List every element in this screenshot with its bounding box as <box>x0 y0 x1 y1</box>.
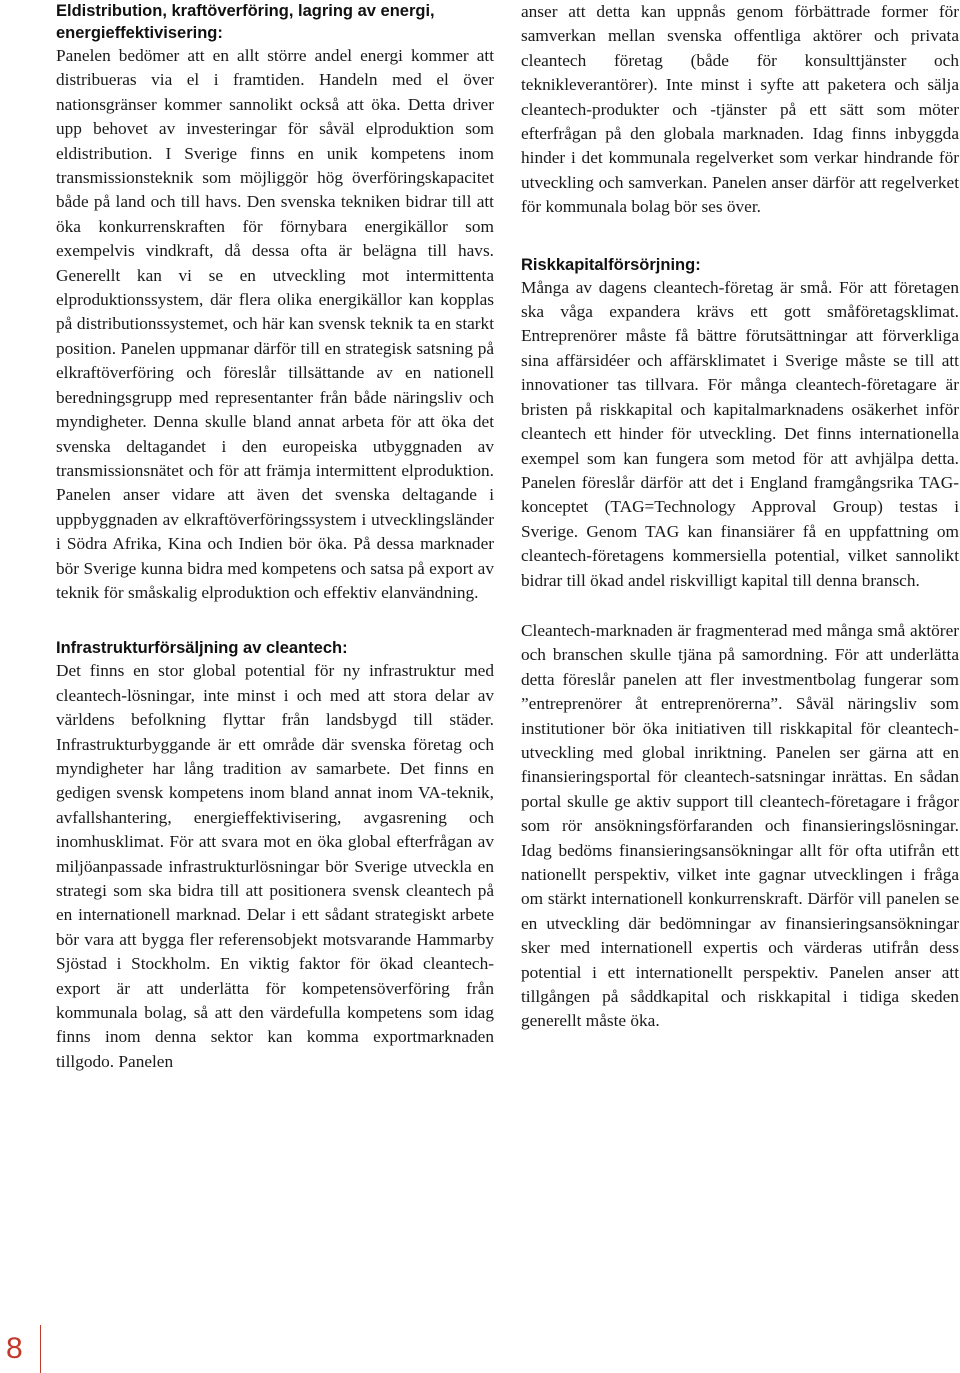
section-heading-infrastruktur: Infrastrukturförsäljning av cleantech: <box>56 639 348 658</box>
left-column <box>56 0 494 1074</box>
paragraph-eldistribution: Panelen bedömer att en allt större andel energi kommer att distribueras via el i framtiden. Handeln med el över nationsgränser kommer sannolikt också att öka. Detta driver upp behovet av investeringar för såväl elproduktion som eldistribution. I Sverige finns en unik kompetens inom transmissionsteknik som möjliggör hög överföringskapacitet både på land och till havs. Den svenska tekniken bidrar till att öka konkurrenskraften för förnybara energikällor som exempelvis vindkraft, då dessa ofta är belägna till havs. Generellt kan vi se en utveckling mot intermittenta elproduktionssystem, där flera olika energikällor kan kopplas på distributionssystemet, och här kan svensk teknik ta en starkt position. Panelen uppmanar därför till en strategisk satsning på elkraftöverföring och föreslår tillsättande av en nationell beredningsgrupp med representanter från både näringsliv och myndigheter. Denna skulle bland annat arbeta för att öka det svenska deltagandet i den europeiska utbyggnaden av transmissionsnätet och för att främja intermittent elproduktion. Panelen anser vidare att även det svenska deltagande i uppbyggnaden av elkraftöverföringssystem i utvecklingsländer i Södra Afrika, Kina och Indien bör öka. På dessa marknader bör Sverige kunna bidra med kompetens och satsa på export av teknik för småskalig elproduktion och effektiv elanvändning. <box>56 46 494 602</box>
section-heading-eldistribution: Eldistribution, kraftöverföring, lagring av energi, energieffektivisering: <box>56 2 435 42</box>
paragraph-riskkapital: Många av dagens cleantech-företag är små. För att företagen ska våga expandera krävs ett gott småföretagsklimat. Entreprenörer måste få bättre förutsättningar att förverkliga sina affärsidéer och affärsklimatet i Sverige måste se till att innovationer tas tillvara. För många cleantech-företagare är bristen på riskkapital och kapitalmarknadens osäkerhet inför cleantech ett hinder för utveckling. Det finns internationella exempel som kan fungera som metod för att avhjälpa detta. Panelen föreslår därför att det i England framgångsrika TAG-konceptet (TAG=Technology Approval Group) testas i Sverige. Genom TAG kan finansiärer få en uppfattning om cleantech-företagens kommersiella potential, vilket sannolikt bidrar till ökad andel riskvilligt kapital till denna bransch. <box>521 277 959 590</box>
paragraph-infrastruktur: Det finns en stor global potential för ny infrastruktur med cleantech-lösningar, inte minst i och med att stora delar av världens befolkning flyttar från landsbygd till städer. Infrastrukturbyggande är ett område där svenska företag och myndigheter har lång tradition av samarbete. Det finns en gedigen svensk kompetens inom bland annat inom VA-teknik, avfallshantering, energieffektivisering, avgasrening och inomhusklimat. För att svara mot en öka global efterfrågan av miljöanpassade infrastrukturlösningar bör Sverige utveckla en strategi som ska bidra till att positionera svensk cleantech på en internationell marknad. Delar i ett sådant strategiskt arbete bör vara att bygga fler referensobjekt motsvarande Hammarby Sjöstad i Stockholm. En viktig faktor för ökad cleantech-export är att underlätta för kompetensöverföring från kommunala bolag, så att den värdefulla kompetens som idag finns inom denna sektor kan komma exportmarknaden tillgodo. Panelen <box>56 661 494 1071</box>
right-column <box>521 0 959 1034</box>
section-heading-riskkapital: Riskkapitalförsörjning: <box>521 255 701 274</box>
paragraph-cleantech-marknaden: Cleantech-marknaden är fragmenterad med många små aktörer och branschen skulle tjäna på samordning. För att underlätta detta föreslår panelen att fler investmentbolag fungerar som ”entreprenörer åt entreprenörerna”. Såväl näringsliv som institutioner bör öka initiativen till riskkapital för cleantech-utveckling med global inriktning. Panelen ser gärna att en finansieringsportal för cleantech-satsningar inrättas. En sådan portal skulle ge aktiv support till cleantech-företagare i frågor som rör ansökningsförfaranden och finansieringslösningar. Idag bedöms finansieringsansökningar allt för ofta utifrån ett nationellt perspektiv, vilket inte gagnar utvecklingen i fråga om stärkt internationell konkurrenskraft. Därför vill panelen se en utveckling där bedömningar av finansieringsansökningar sker med internationell expertis och värderas utifrån dess potential i ett internationellt perspektiv. Panelen anser att tillgången på såddkapital och riskkapital i tidiga skeden generellt måste öka. <box>521 620 959 1031</box>
page-number: 8 <box>6 1332 23 1365</box>
paragraph-continuation: anser att detta kan uppnås genom förbättrade former för samverkan mellan svenska offentliga aktörer och privata cleantech företag (både för konsulttjänster och teknikleverantörer). Inte minst i syfte att paketera och sälja cleantech-produkter och -tjänster på ett sätt som möter efterfrågan på den globala marknaden. Idag finns inbyggda hinder i det kommunala regelverket som verkar hindrande för utveckling och samverkan. Panelen anser därför att regelverket för kommunala bolag bör ses över. <box>521 2 959 217</box>
